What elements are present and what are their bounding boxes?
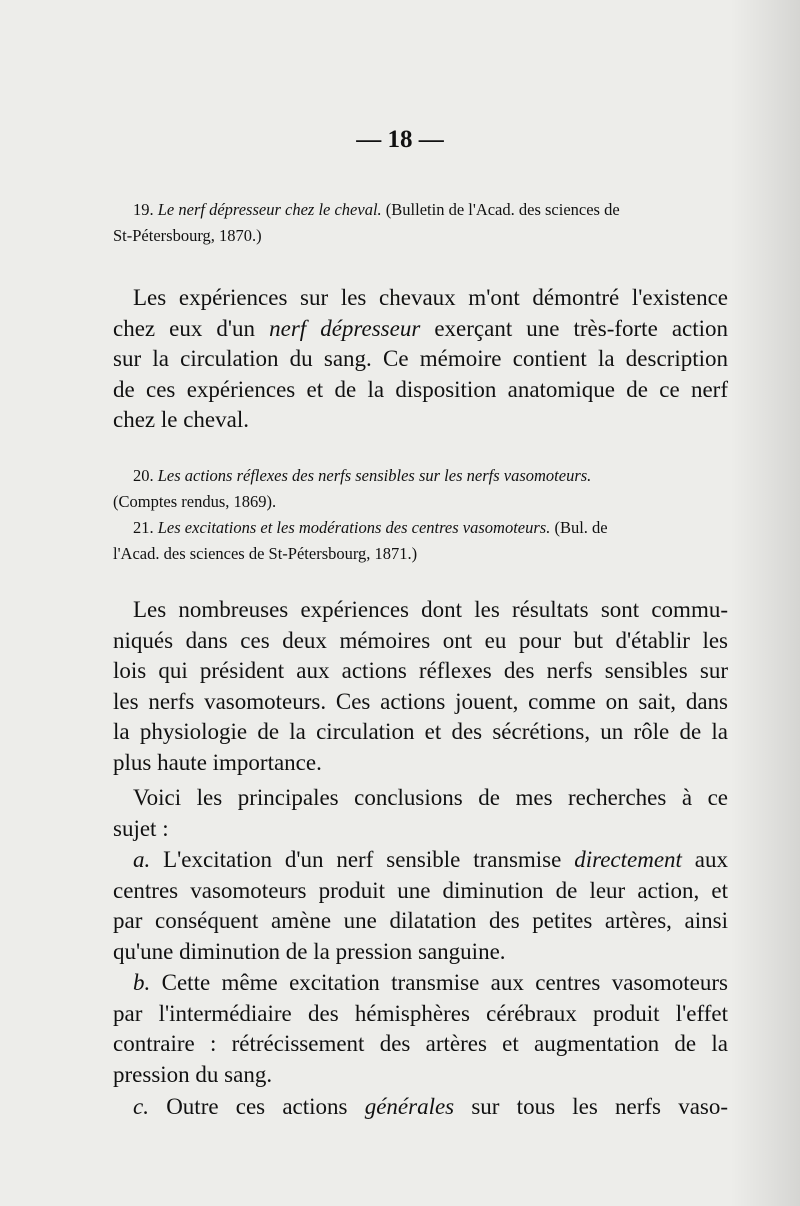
text-span: sur tous les nerfs vaso- bbox=[471, 1094, 729, 1119]
reference-19-line-2: St-Pétersbourg, 1870.) bbox=[113, 226, 262, 245]
conclusion-b bbox=[113, 968, 728, 1090]
reference-19-number: 19. bbox=[133, 200, 154, 219]
paragraph-1-line: de ces expériences et de la disposition anatomique de ce nerf bbox=[113, 376, 728, 402]
text-span: chez eux d'un bbox=[113, 315, 256, 341]
conclusion-letter: c. bbox=[133, 1094, 149, 1119]
conclusion-letter: b. bbox=[133, 970, 151, 995]
paragraph-2 bbox=[113, 595, 728, 778]
reference-19-source: (Bulletin de l'Acad. des sciences de bbox=[385, 200, 620, 219]
reference-21-source: (Bul. de bbox=[554, 518, 608, 537]
reference-19-title: Le nerf dépresseur chez le cheval. bbox=[157, 200, 382, 219]
paragraph-2-line: niqués dans ces deux mémoires ont eu pour but d'établir les bbox=[113, 627, 728, 653]
paragraph-1-line: chez le cheval. bbox=[113, 407, 249, 432]
conclusion-b-line: contraire : rétrécissement des artères et augmentation de la bbox=[113, 1031, 728, 1056]
paragraph-3-line: sujet : bbox=[113, 815, 169, 841]
paragraph-2-line: plus haute importance. bbox=[113, 749, 322, 775]
reference-19 bbox=[113, 197, 728, 249]
conclusion-b-line bbox=[113, 968, 728, 999]
reference-21-line-2: l'Acad. des sciences de St-Pétersbourg, 1871.) bbox=[113, 544, 418, 563]
reference-19-line-1 bbox=[113, 197, 728, 223]
page-edge-shadow bbox=[730, 0, 800, 1206]
paragraph-1 bbox=[113, 283, 728, 436]
reference-20-title: Les actions réflexes des nerfs sensibles sur les nerfs vasomoteurs. bbox=[157, 466, 592, 485]
emphasis-text: directement bbox=[574, 847, 682, 872]
page-number: — 18 — bbox=[356, 126, 444, 153]
emphasis-text: générales bbox=[364, 1094, 455, 1119]
reference-20-source: (Comptes rendus, 1869). bbox=[113, 492, 277, 511]
conclusion-a-line bbox=[113, 845, 728, 876]
text-span: aux bbox=[694, 847, 728, 872]
paragraph-2-line: lois qui président aux actions réflexes des nerfs sensibles sur bbox=[113, 658, 728, 683]
conclusion-b-line: pression du sang. bbox=[113, 1061, 273, 1087]
paragraph-1-line: sur la circulation du sang. Ce mémoire contient la description bbox=[113, 346, 728, 371]
conclusion-a-line: qu'une diminution de la pression sanguine. bbox=[113, 938, 506, 964]
text-span: L'excitation d'un nerf sensible transmise bbox=[163, 847, 562, 872]
reference-21-title: Les excitations et les modérations des centres vasomoteurs. bbox=[157, 518, 551, 537]
conclusion-a-line: centres vasomoteurs produit une diminution de leur action, et bbox=[113, 877, 728, 903]
reference-20-line-1 bbox=[113, 463, 728, 489]
conclusion-a-line: par conséquent amène une dilatation des petites artères, ainsi bbox=[113, 908, 728, 933]
reference-21-number: 21. bbox=[133, 518, 154, 537]
conclusion-a bbox=[113, 845, 728, 967]
paragraph-1-line bbox=[113, 314, 728, 345]
paragraph-3 bbox=[113, 783, 728, 844]
paragraph-1-line: Les expériences sur les chevaux m'ont démontré l'existence bbox=[133, 285, 728, 310]
conclusion-c bbox=[113, 1092, 728, 1123]
reference-20-number: 20. bbox=[133, 466, 154, 485]
text-span: Outre ces actions bbox=[166, 1094, 348, 1119]
paragraph-2-line: Les nombreuses expériences dont les résultats sont commu- bbox=[133, 597, 728, 622]
text-span: Cette même excitation transmise aux centres vasomoteurs bbox=[161, 970, 728, 995]
reference-20 bbox=[113, 463, 728, 515]
conclusion-b-line: par l'intermédiaire des hémisphères cérébraux produit l'effet bbox=[113, 1000, 728, 1026]
paragraph-3-line: Voici les principales conclusions de mes recherches à ce bbox=[133, 785, 728, 810]
emphasis-text: nerf dépresseur bbox=[269, 315, 421, 341]
paragraph-2-line: les nerfs vasomoteurs. Ces actions jouent, comme on sait, dans bbox=[113, 688, 728, 714]
reference-21 bbox=[113, 515, 728, 567]
paragraph-2-line: la physiologie de la circulation et des sécrétions, un rôle de la bbox=[113, 719, 728, 744]
text-span: exerçant une très-forte action bbox=[434, 315, 729, 341]
conclusion-letter: a. bbox=[133, 847, 151, 872]
conclusion-c-line bbox=[113, 1092, 728, 1123]
reference-21-line-1 bbox=[113, 515, 728, 541]
